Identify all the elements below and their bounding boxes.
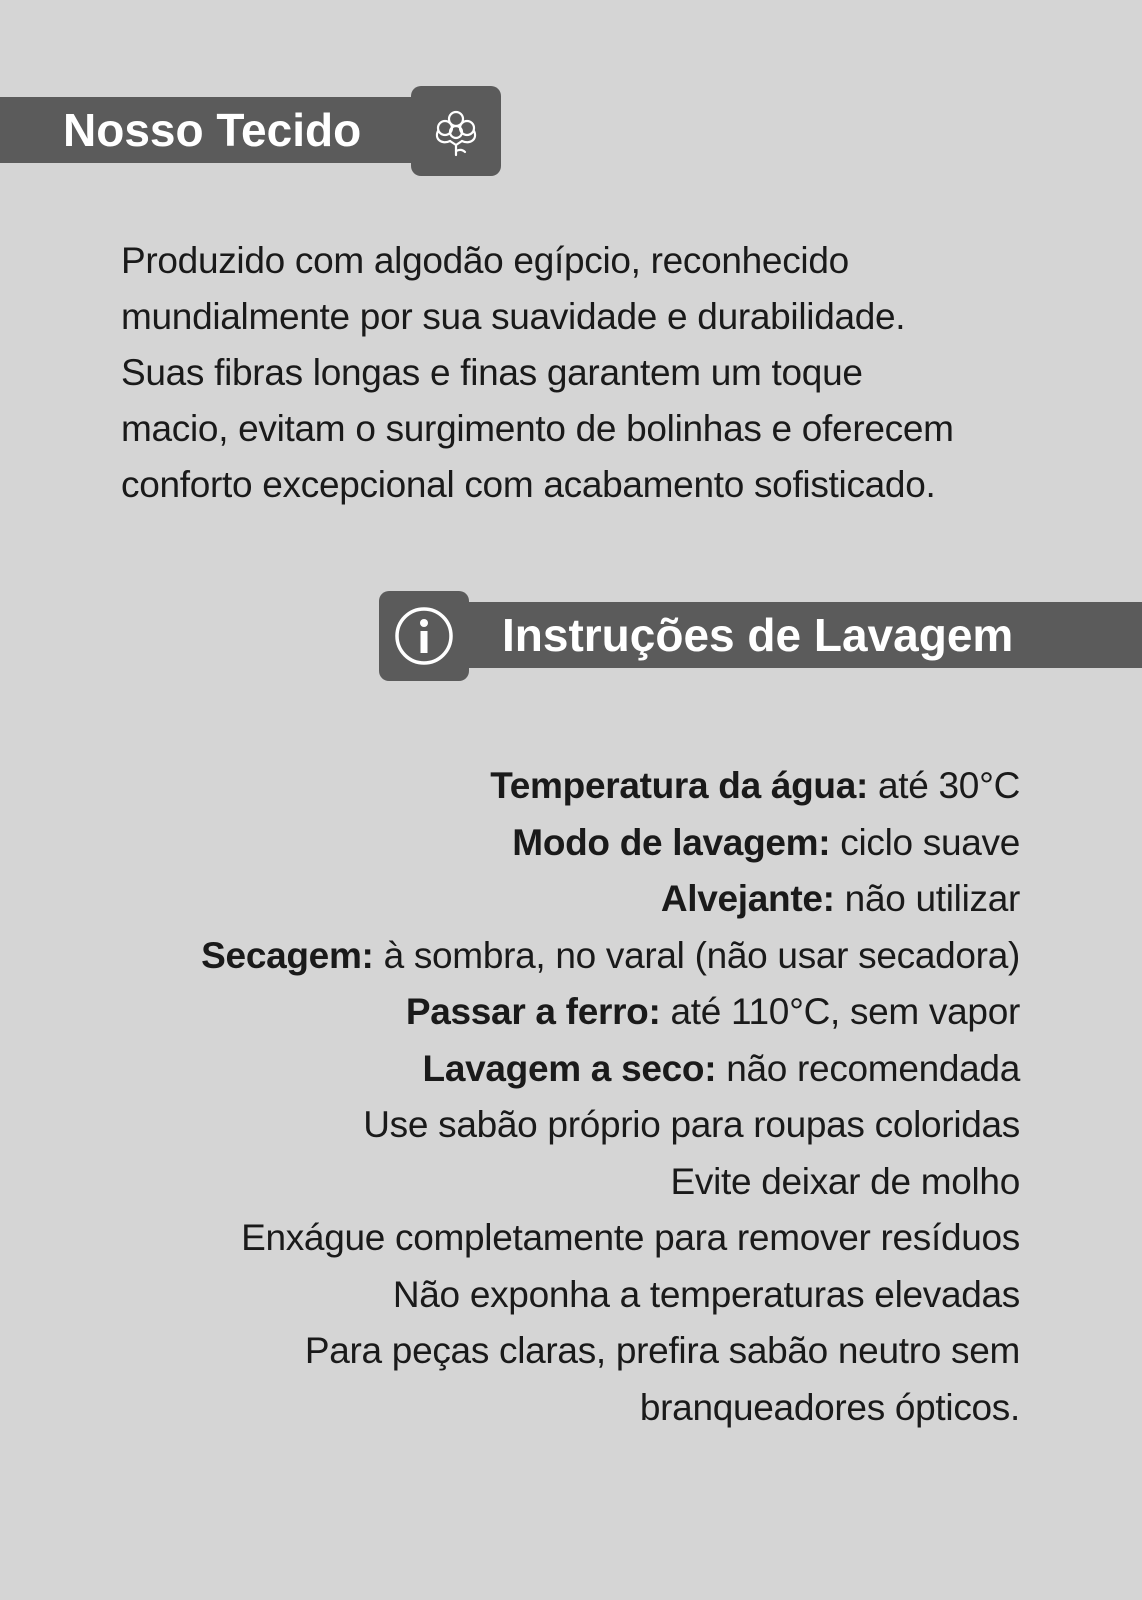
- instruction-value: ciclo suave: [830, 821, 1020, 863]
- washing-tip: Não exponha a temperaturas elevadas: [392, 1273, 1020, 1315]
- washing-tip: branqueadores ópticos.: [639, 1386, 1020, 1428]
- washing-tip: Evite deixar de molho: [670, 1160, 1020, 1202]
- instruction-label: Secagem:: [201, 934, 374, 976]
- fabric-description-line: macio, evitam o surgimento de bolinhas e oferecem: [121, 408, 954, 449]
- washing-icon-box: [379, 591, 469, 681]
- info-icon: [392, 604, 456, 668]
- instruction-value: à sombra, no varal (não usar secadora): [373, 934, 1020, 976]
- fabric-icon-box: [411, 86, 501, 176]
- instruction-item: [120, 758, 1020, 815]
- instruction-item: [120, 984, 1020, 1041]
- instruction-label: Temperatura da água:: [490, 765, 869, 806]
- instruction-item: [120, 815, 1020, 872]
- instruction-label: Modo de lavagem:: [512, 821, 831, 863]
- washing-tip: Use sabão próprio para roupas coloridas: [363, 1104, 1020, 1145]
- fabric-description-line: Suas fibras longas e finas garantem um toque: [121, 352, 863, 393]
- fabric-description-line: mundialmente por sua suavidade e durabilidade.: [121, 296, 906, 337]
- washing-tip: Enxágue completamente para remover resíduos: [241, 1217, 1020, 1258]
- instruction-value: não utilizar: [834, 878, 1020, 919]
- instruction-label: Alvejante:: [660, 878, 835, 919]
- instruction-item: [120, 871, 1020, 928]
- washing-tip: Para peças claras, prefira sabão neutro sem: [304, 1330, 1020, 1371]
- washing-instructions: [120, 758, 1020, 1436]
- instruction-label: Lavagem a seco:: [422, 1047, 717, 1089]
- instruction-value: até 110°C, sem vapor: [660, 991, 1020, 1032]
- fabric-description: [121, 233, 1021, 513]
- instruction-value: não recomendada: [716, 1047, 1020, 1089]
- fabric-description-line: conforto excepcional com acabamento sofisticado.: [121, 464, 936, 505]
- fabric-section-title: Nosso Tecido: [63, 104, 362, 156]
- fabric-description-line: Produzido com algodão egípcio, reconhecido: [121, 240, 849, 281]
- instruction-label: Passar a ferro:: [405, 991, 661, 1032]
- instruction-item: [120, 928, 1020, 985]
- instruction-item: [120, 1041, 1020, 1098]
- instruction-value: até 30°C: [868, 765, 1020, 806]
- cotton-flower-icon: [424, 99, 488, 163]
- washing-section-title: Instruções de Lavagem: [502, 609, 1014, 661]
